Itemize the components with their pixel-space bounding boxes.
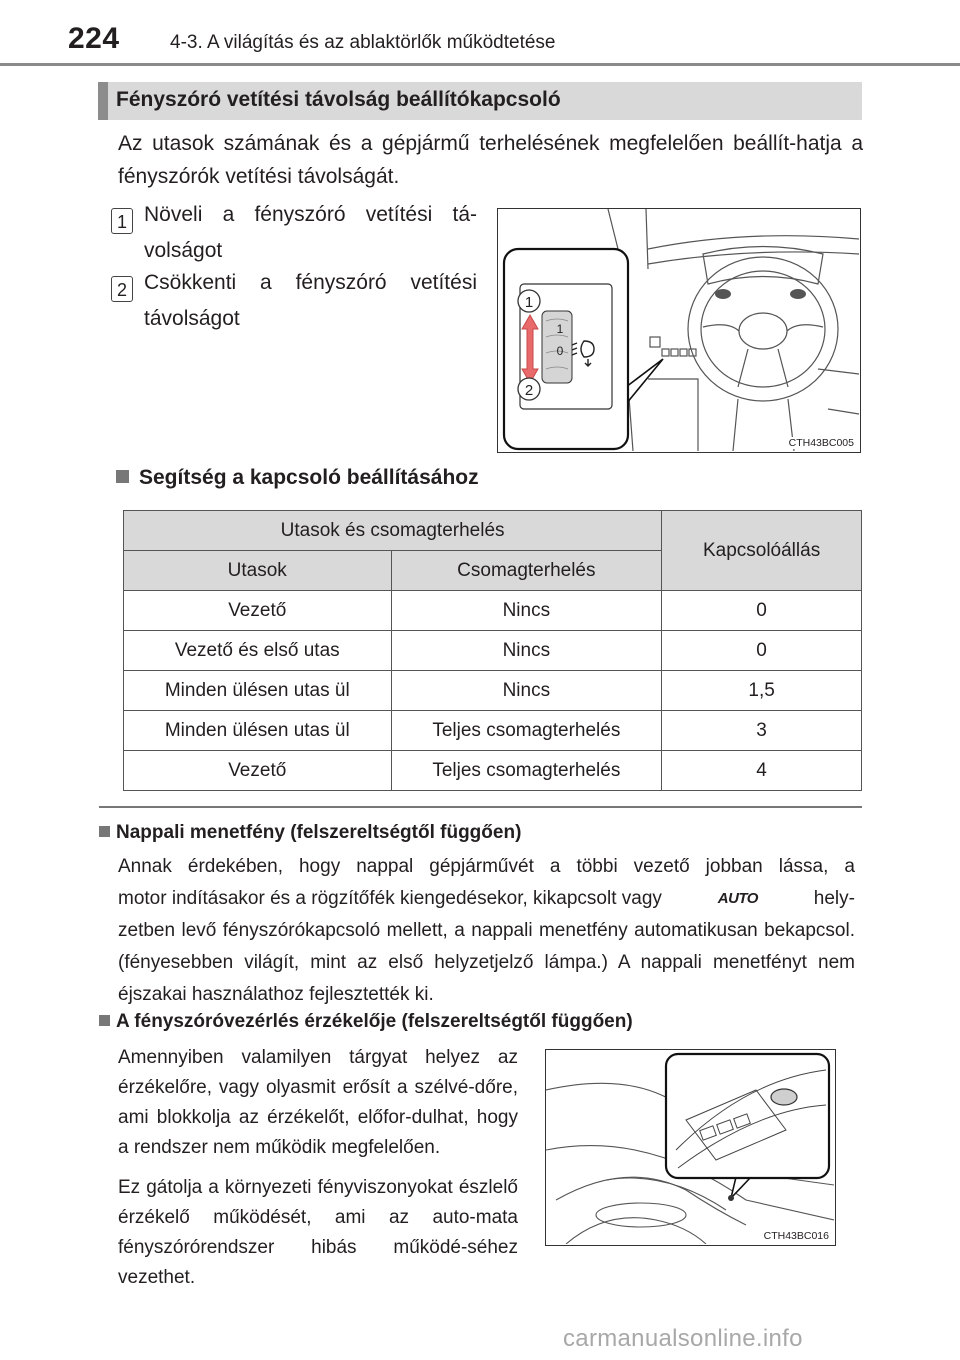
header-passengers: Utasok <box>124 551 392 591</box>
chapter-title: 4-3. A világítás és az ablaktörlők működtetése <box>170 32 556 53</box>
square-bullet-icon <box>99 1015 110 1026</box>
switch-mark-1: 1 <box>556 322 564 336</box>
header-switch-position: Kapcsolóállás <box>662 511 862 591</box>
table-row <box>124 631 862 671</box>
load-settings-table <box>123 510 862 791</box>
subsection-heading <box>116 466 479 490</box>
cell-position: 3 <box>662 711 862 751</box>
auto-switch-icon: AUTO <box>717 890 758 907</box>
drl-line-1: Annak érdekében, hogy nappal gépjárművét a többi vezető jobban lássa, a <box>118 856 855 877</box>
figure-light-sensor <box>545 1049 836 1246</box>
header-passengers-cargo: Utasok és csomagterhelés <box>124 511 662 551</box>
cell-passengers: Minden ülésen utas ül <box>124 711 392 751</box>
cell-cargo: Teljes csomagterhelés <box>391 751 662 791</box>
drl-body: zetben levő fényszórókapcsoló mellett, a nappali menetfény automatikusan bekapcsol. (fényesebben világít, mint az első helyzetjelző lámpa.) A nappali menetfényt nem éjszakai használathoz fejlesztették ki. <box>118 920 855 1005</box>
figure-headlight-leveling <box>497 208 861 453</box>
square-bullet-icon <box>116 470 129 483</box>
drl-heading-text: Nappali menetfény (felszereltségtől függően) <box>116 822 522 843</box>
cell-position: 0 <box>662 591 862 631</box>
square-bullet-icon <box>99 826 110 837</box>
cell-position: 1,5 <box>662 671 862 711</box>
section-title: Fényszóró vetítési távolság beállítókapcsoló <box>116 88 561 111</box>
table-row <box>124 671 862 711</box>
callout-label-2: 2 <box>524 382 534 399</box>
sensor-paragraph-2: Ez gátolja a környezeti fényviszonyokat észlelő érzékelő működését, ami az auto-mata fényszórórendszer hibás működé-séhez vezethet. <box>118 1177 518 1288</box>
cell-cargo: Nincs <box>391 591 662 631</box>
cell-passengers: Vezető és első utas <box>124 631 392 671</box>
cell-passengers: Vezető <box>124 751 392 791</box>
table-header-row <box>124 511 862 551</box>
cell-position: 0 <box>662 631 862 671</box>
table-row <box>124 751 862 791</box>
figure2-caption: CTH43BC016 <box>763 1230 829 1242</box>
cell-position: 4 <box>662 751 862 791</box>
table-row <box>124 711 862 751</box>
drl-line-2 <box>118 883 855 915</box>
section-title-bar <box>98 82 862 120</box>
step-text-1: Növeli a fényszóró vetítési tá-volságot <box>144 203 477 262</box>
section-divider <box>99 806 862 808</box>
sensor-heading <box>99 1011 633 1033</box>
cell-cargo: Nincs <box>391 631 662 671</box>
light-sensor-icon <box>771 1089 797 1105</box>
sensor-illustration <box>546 1050 834 1244</box>
cell-cargo: Teljes csomagterhelés <box>391 711 662 751</box>
section-intro: Az utasok számának és a gépjármű terhelésének megfelelően beállít-hatja a fényszórók vetítési távolságát. <box>118 132 863 188</box>
dashboard-illustration <box>498 209 859 451</box>
cell-cargo: Nincs <box>391 671 662 711</box>
step-badge-2: 2 <box>111 276 133 302</box>
drl-heading <box>99 822 521 844</box>
page-number: 224 <box>68 22 120 55</box>
figure1-caption: CTH43BC005 <box>788 437 854 449</box>
watermark: carmanualsonline.info <box>563 1325 803 1352</box>
sensor-paragraph-1: Amennyiben valamilyen tárgyat helyez az érzékelőre, vagy olyasmit erősít a szélvé-dőre, ami blokkolja az érzékelőt, előfor-dulhat, hogy a rendszer nem működik megfelelően. <box>118 1047 518 1158</box>
subsection-title: Segítség a kapcsoló beállításához <box>139 466 479 489</box>
table-row <box>124 591 862 631</box>
section-bar-accent <box>98 82 108 120</box>
drl-line-2-text: motor indításakor és a rögzítőfék kiengedésekor, kikapcsolt vagy <box>118 888 662 909</box>
header-cargo: Csomagterhelés <box>391 551 662 591</box>
drl-line-2-end: hely- <box>813 888 855 909</box>
switch-mark-0: 0 <box>556 344 564 358</box>
sensor-heading-text: A fényszóróvezérlés érzékelője (felszereltségtől függően) <box>116 1011 633 1032</box>
header-divider <box>0 63 960 66</box>
step-text-2: Csökkenti a fényszóró vetítési távolságot <box>144 271 477 330</box>
callout-label-1: 1 <box>524 294 534 311</box>
step-badge-1: 1 <box>111 208 133 234</box>
cell-passengers: Minden ülésen utas ül <box>124 671 392 711</box>
cell-passengers: Vezető <box>124 591 392 631</box>
